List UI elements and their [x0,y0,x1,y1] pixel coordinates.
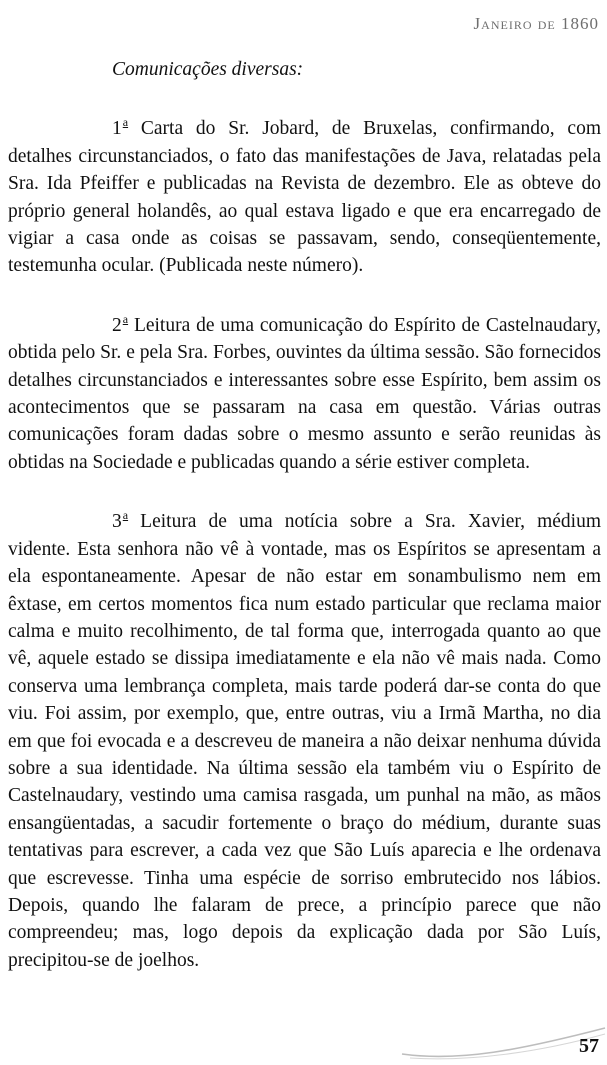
ordinal-mark: a [122,311,129,326]
running-head: Janeiro de 1860 [473,14,599,33]
paragraph-item-2 [8,306,601,476]
page-body [8,56,601,1000]
paragraph-text: Carta do Sr. Jobard, de Bruxelas, confirmando, com detalhes circunstanciados, o fato das manifestações de Java, relatadas pela Sra. Ida Pfeiffer e publicadas na Revista de dezembro. Ele as obteve do próprio general holandês, ao qual estava ligado e que era encarregado de vigiar a casa onde as coisas se passavam, sendo, conseqüentemente, testemunha ocular. (Publicada neste número). [8,118,601,277]
ordinal-number: 2 [112,314,122,336]
ordinal-mark: a [122,508,129,523]
ordinal-number: 1 [112,118,122,140]
ordinal-number: 3 [112,511,122,533]
ordinal-mark: a [122,115,129,130]
paragraph-text: Leitura de uma notícia sobre a Sra. Xavier, médium vidente. Esta senhora não vê à vontade, mas os Espíritos se apresentam a ela espontaneamente. Apesar de não estar em sonambulismo nem em êxtase, em certos momentos fica num estado particular que reclama maior calma e muito recolhimento, de tal forma que, interrogada quanto ao que vê, aquele estado se dissipa imediatamente e ela não vê mais nada. Como conserva uma lembrança completa, mais tarde poderá dar-se conta do que viu. Foi assim, por exemplo, que, entre outras, viu a Irmã Martha, no dia em que foi evocada e a descreveu de maneira a não deixar nenhuma dúvida sobre a sua identidade. Na última sessão ela também viu o Espírito de Castelnaudary, vestindo uma camisa rasgada, um punhal na mão, as mãos ensangüentadas, a sacudir fortemente o braço do médium, durante suas tentativas para escrever, a cada vez que São Luís aparecia e lhe ordenava que escrevesse. Tinha uma espécie de sorriso embrutecido nos lábios. Depois, quando lhe falaram de prece, a princípio parece que não compreendeu; mas, logo depois da explicação dada por São Luís, precipitou-se de joelhos. [8,511,601,971]
paragraph-item-3 [8,502,601,974]
section-title: Comunicações diversas: [112,59,304,80]
paragraph-text: Leitura de uma comunicação do Espírito de Castelnaudary, obtida pelo Sr. e pela Sra. Forbes, ouvintes da última sessão. São fornecidos detalhes circunstanciados e interessantes sobre esse Espírito, bem assim os acontecimentos que se passaram na casa em questão. Várias outras comunicações foram dadas sobre o mesmo assunto e serão reunidas às obtidas na Sociedade e publicadas quando a série estiver completa. [8,314,601,473]
page-number: 57 [579,1035,599,1057]
paragraph-item-1 [8,109,601,279]
footer-swoosh-ornament [400,1022,607,1062]
